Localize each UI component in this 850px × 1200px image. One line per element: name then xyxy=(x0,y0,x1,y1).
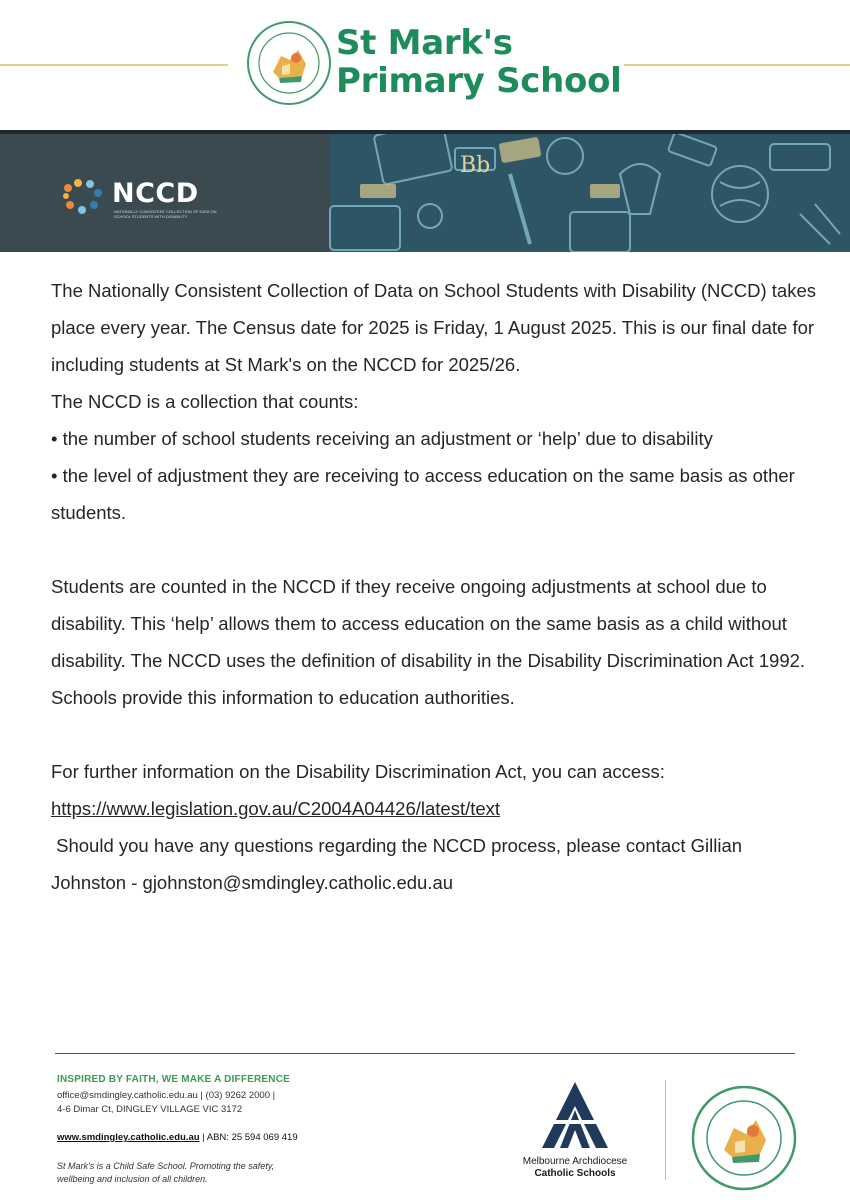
school-doodles-illustration xyxy=(300,134,850,252)
school-crest-footer-logo xyxy=(690,1084,798,1192)
bullet-item: • the level of adjustment they are receiving to access education on the same basis as other students. xyxy=(51,465,795,523)
school-name-line2: Primary School xyxy=(336,61,622,101)
website-abn xyxy=(57,1132,298,1143)
footer-divider xyxy=(55,1053,795,1054)
legislation-link[interactable]: https://www.legislation.gov.au/C2004A04426/latest/text xyxy=(51,798,501,819)
spacer xyxy=(51,531,821,568)
macs-line2: Catholic Schools xyxy=(534,1168,616,1179)
abn-text: | ABN: 25 594 069 419 xyxy=(199,1132,298,1143)
nccd-banner xyxy=(0,134,850,252)
nccd-logo-icon xyxy=(60,178,110,214)
school-crest-logo xyxy=(246,20,332,106)
contact-paragraph: Should you have any questions regarding the NCCD process, please contact Gillian Johnston - gjohnston@smdingley.catholic.edu.au xyxy=(51,835,748,893)
contact-address: 4-6 Dimar Ct, DINGLEY VILLAGE VIC 3172 xyxy=(57,1104,243,1115)
newsletter-body xyxy=(51,272,821,901)
school-motto: INSPIRED BY FAITH, WE MAKE A DIFFERENCE xyxy=(57,1074,291,1085)
child-safe-statement: St Mark's is a Child Safe School. Promoting the safety, wellbeing and inclusion of all children. xyxy=(57,1161,275,1184)
footer-vertical-divider xyxy=(665,1080,666,1180)
page-header xyxy=(0,0,850,132)
authorities-paragraph: Schools provide this information to education authorities. xyxy=(51,687,515,708)
school-name xyxy=(336,24,622,100)
doodle-letters: Bb xyxy=(460,153,491,178)
counting-paragraph: Students are counted in the NCCD if they receive ongoing adjustments at school due to disability. This ‘help’ allows them to access education on the same basis as a child without disability. The NCCD uses the definition of disability in the Disability Discrimination Act 1992. xyxy=(51,576,806,671)
collection-intro: The NCCD is a collection that counts: xyxy=(51,391,359,412)
macs-line1: Melbourne Archdiocese xyxy=(522,1156,628,1167)
macs-name xyxy=(500,1156,650,1180)
contact-email-phone: office@smdingley.catholic.edu.au | (03) 9262 2000 | xyxy=(57,1090,276,1101)
header-rule-left xyxy=(0,64,228,66)
school-name-line1: St Mark's xyxy=(336,23,513,63)
macs-logo-icon xyxy=(532,1080,618,1150)
further-info-paragraph: For further information on the Disability Discrimination Act, you can access: xyxy=(51,761,665,782)
bullet-item: • the number of school students receiving an adjustment or ‘help’ due to disability xyxy=(51,428,713,449)
header-rule-right xyxy=(624,64,850,66)
nccd-wordmark: NCCD xyxy=(112,178,199,209)
intro-paragraph: The Nationally Consistent Collection of Data on School Students with Disability (NCCD) takes place every year. The Census date for 2025 is Friday, 1 August 2025. This is our final date for including students at St Mark's on the NCCD for 2025/26. xyxy=(51,280,817,375)
nccd-tagline: NATIONALLY CONSISTENT COLLECTION OF DATA ON SCHOOL STUDENTS WITH DISABILITY xyxy=(114,209,217,219)
spacer xyxy=(51,716,821,753)
website-link[interactable]: www.smdingley.catholic.edu.au xyxy=(57,1132,200,1143)
